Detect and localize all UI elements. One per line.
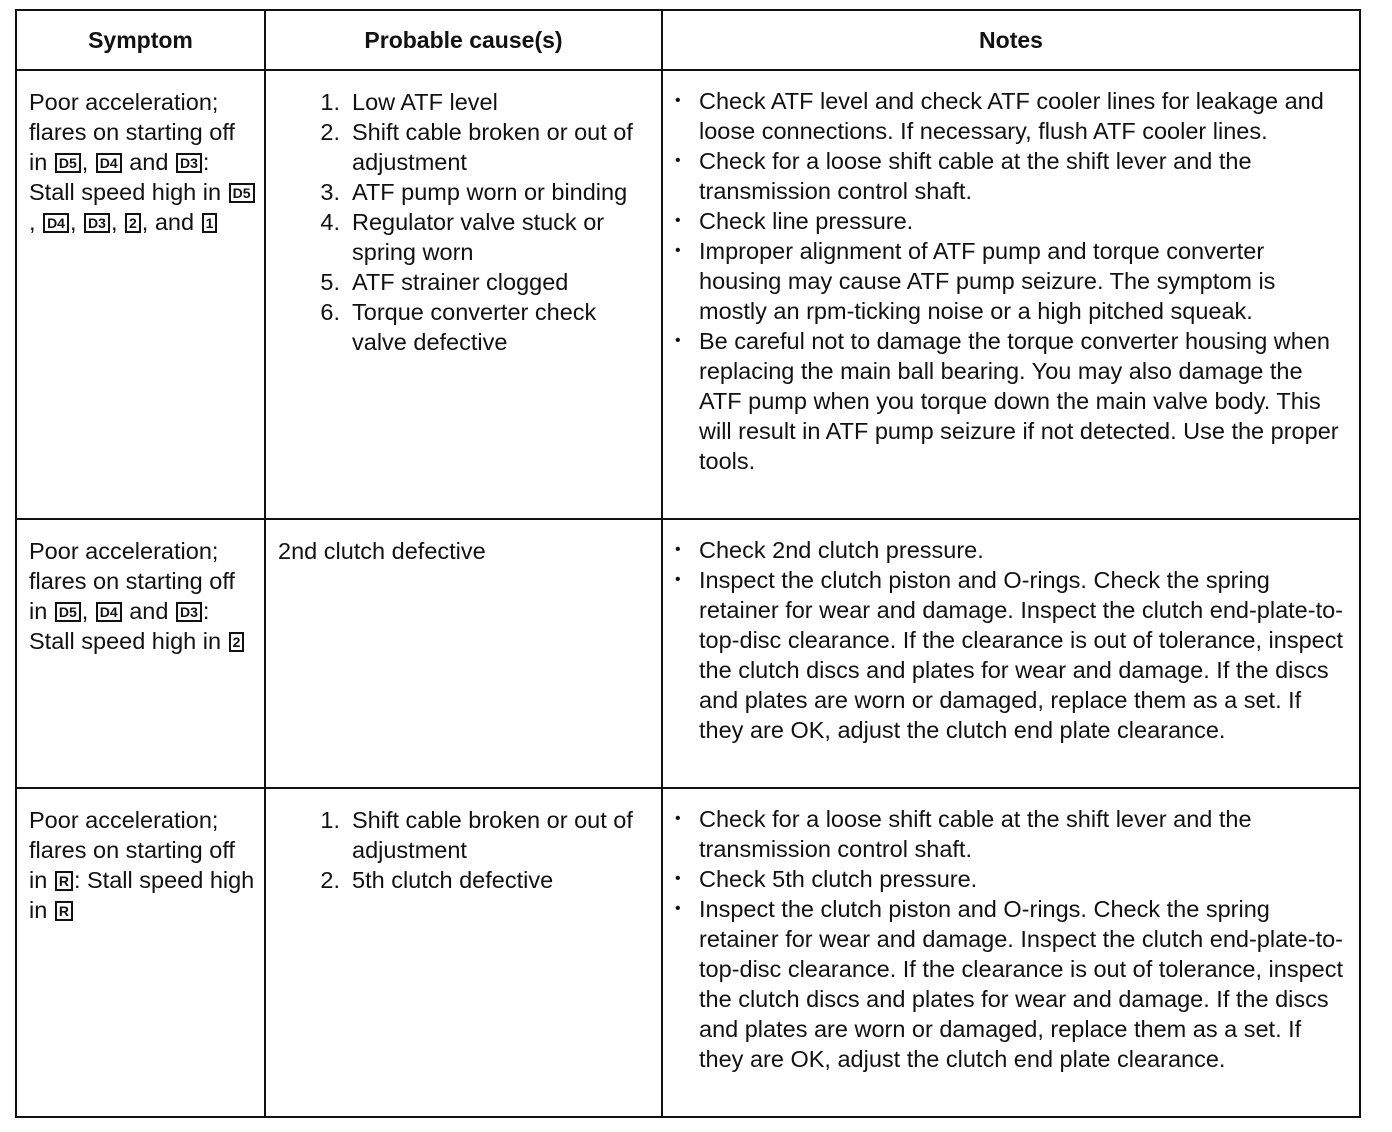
note-text: Check line pressure. [699,208,914,234]
symptom-text: Poor acceleration; flares on starting off in [29,538,235,624]
cause-item [278,865,653,895]
bullet-icon: • [675,212,681,229]
gear-indicator-box: 2 [125,213,141,233]
header-row [16,10,1360,70]
notes-cell [662,519,1360,788]
gear-indicator-box: 1 [202,213,218,233]
bullet-icon: • [675,541,681,558]
symptom-cell [16,788,265,1117]
cause-text: ATF strainer clogged [352,269,569,295]
bullet-icon: • [675,870,681,887]
symptom-sep: , [81,149,95,175]
table-row [16,70,1360,519]
symptom-cell [16,70,265,519]
note-text: Check 5th clutch pressure. [699,866,978,892]
cause-text: Shift cable broken or out of adjustment [352,807,633,863]
symptom-sep: and [122,149,175,175]
gear-indicator-box: D4 [96,602,122,622]
symptom-sep: , and [141,209,201,235]
table-row [16,788,1360,1117]
notes-list [675,535,1349,745]
cause-number: 6. [320,299,340,325]
symptom-text: Poor acceleration; flares on starting off in [29,89,235,175]
gear-indicator-box: D5 [55,602,81,622]
note-text: Be careful not to damage the torque converter housing when replacing the main ball bearing. You may also damage the ATF pump when you torque down the main valve body. This will result in ATF pump seizure if not detected. Use the proper tools. [699,328,1339,474]
cause-number: 4. [320,209,340,235]
cause-number: 5. [320,269,340,295]
note-text: Check for a loose shift cable at the shift lever and the transmission control shaft. [699,806,1252,862]
cause-item [278,117,653,177]
symptom-sep: , [29,209,43,235]
note-item [675,206,1349,236]
notes-list [675,804,1349,1074]
gear-indicator-box: D3 [176,153,202,173]
cause-item [278,297,653,357]
bullet-icon: • [675,571,681,588]
cause-item [278,805,653,865]
notes-cell [662,70,1360,519]
note-text: Check 2nd clutch pressure. [699,537,984,563]
table-row [16,519,1360,788]
note-text: Inspect the clutch piston and O-rings. Check the spring retainer for wear and damage. Inspect the clutch end-plate-to-top-disc clearance. If the clearance is out of tolerance, inspect the clutch discs and plates for wear and damage. If the discs and plates are worn or damaged, replace them as a set. If they are OK, adjust the clutch end plate clearance. [699,896,1344,1072]
cause-number: 2. [320,119,340,145]
cause-cell [265,519,662,788]
gear-indicator-box: D4 [43,213,69,233]
cause-list [278,87,653,357]
cause-item [278,207,653,267]
cause-cell [265,70,662,519]
note-item [675,864,1349,894]
cause-text: Regulator valve stuck or spring worn [352,209,605,265]
cause-text: Low ATF level [352,89,498,115]
bullet-icon: • [675,900,681,917]
notes-cell [662,788,1360,1117]
cause-item [278,87,653,117]
symptom-sep: and [122,598,175,624]
cause-item [278,267,653,297]
note-item [675,535,1349,565]
symptom-text: : Stall speed high in [29,598,228,654]
gear-indicator-box: D3 [84,213,110,233]
note-item [675,236,1349,326]
symptom-text: : Stall speed high in [29,867,255,923]
cause-number: 2. [320,867,340,893]
note-item [675,565,1349,745]
cause-number: 1. [320,89,340,115]
note-item [675,326,1349,476]
cause-number: 3. [320,179,340,205]
symptom-sep: , [69,209,84,235]
cause-text: Shift cable broken or out of adjustment [352,119,633,175]
note-item [675,86,1349,146]
cause-list [278,805,653,895]
symptom-sep: , [110,209,124,235]
gear-indicator-box: D3 [176,602,202,622]
cause-item [278,177,653,207]
symptom-sep: , [81,598,95,624]
bullet-icon: • [675,810,681,827]
note-item [675,894,1349,1074]
gear-indicator-box: D5 [229,183,255,203]
bullet-icon: • [675,332,681,349]
header-symptom: Symptom [16,10,265,70]
gear-indicator-box: R [55,871,73,891]
symptom-cell [16,519,265,788]
gear-indicator-box: D5 [55,153,81,173]
header-cause: Probable cause(s) [265,10,662,70]
cause-text: 2nd clutch defective [278,538,486,564]
note-text: Check ATF level and check ATF cooler lines for leakage and loose connections. If necessary, flush ATF cooler lines. [699,88,1324,144]
cause-text: Torque converter check valve defective [352,299,597,355]
cause-text: 5th clutch defective [352,867,554,893]
cause-cell [265,788,662,1117]
gear-indicator-box: 2 [229,632,245,652]
notes-list [675,86,1349,476]
bullet-icon: • [675,152,681,169]
symptom-text: : Stall speed high in [29,149,228,205]
note-text: Check for a loose shift cable at the shift lever and the transmission control shaft. [699,148,1252,204]
troubleshooting-table [15,9,1361,1118]
cause-number: 1. [320,807,340,833]
cause-text: ATF pump worn or binding [352,179,628,205]
bullet-icon: • [675,92,681,109]
header-notes: Notes [662,10,1360,70]
note-item [675,146,1349,206]
symptom-text: Poor acceleration; flares on starting off in [29,807,235,893]
note-item [675,804,1349,864]
note-text: Inspect the clutch piston and O-rings. Check the spring retainer for wear and damage. Inspect the clutch end-plate-to-top-disc clearance. If the clearance is out of tolerance, inspect the clutch discs and plates for wear and damage. If the discs and plates are worn or damaged, replace them as a set. If they are OK, adjust the clutch end plate clearance. [699,567,1344,743]
gear-indicator-box: D4 [96,153,122,173]
bullet-icon: • [675,242,681,259]
note-text: Improper alignment of ATF pump and torque converter housing may cause ATF pump seizure. The symptom is mostly an rpm-ticking noise or a high pitched squeak. [699,238,1276,324]
gear-indicator-box: R [55,901,73,921]
